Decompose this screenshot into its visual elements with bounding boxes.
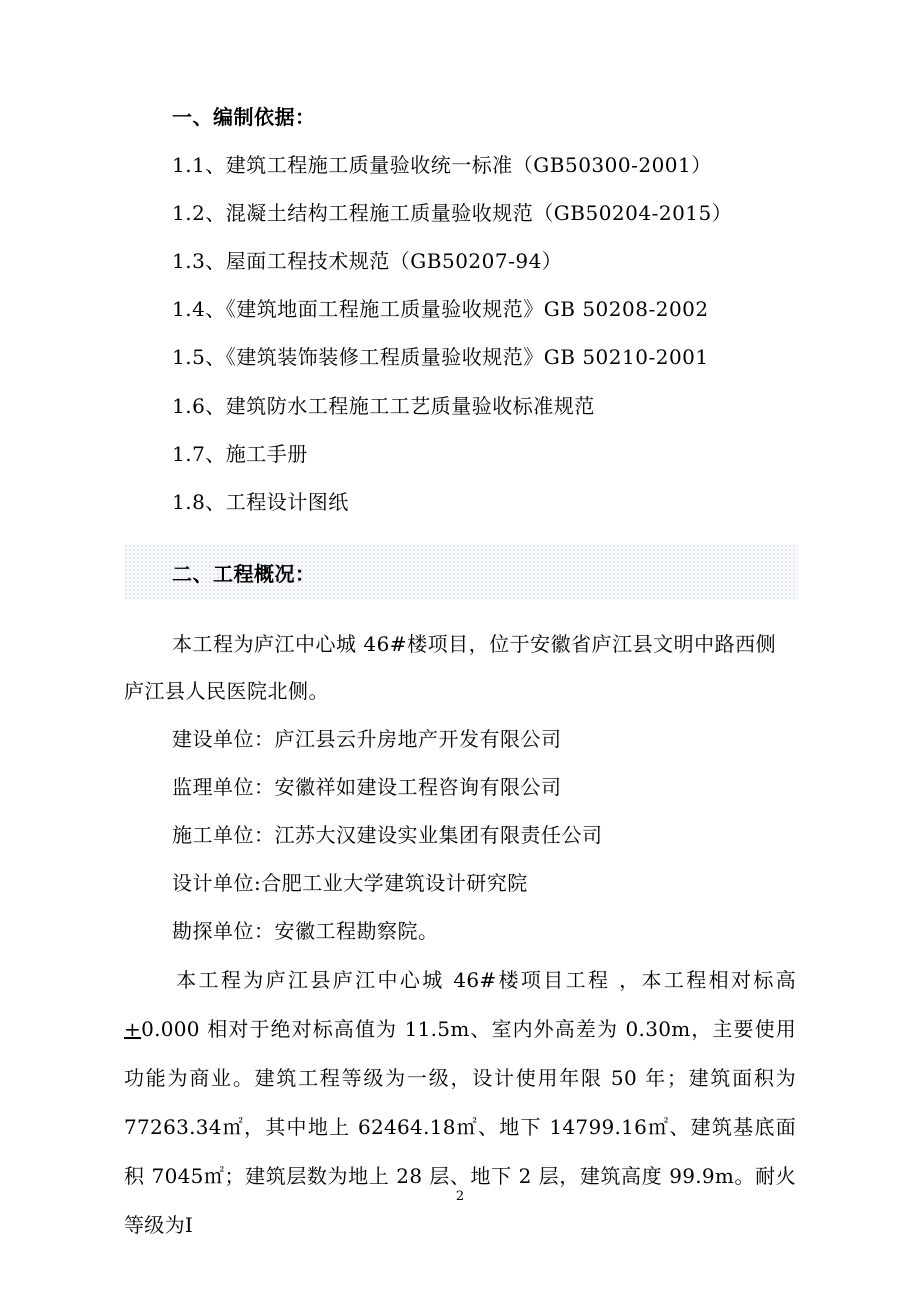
project-detail-paragraph [124, 956, 796, 1250]
reference-item: 1.1、建筑工程施工质量验收统一标准（GB50300-2001） [172, 153, 712, 177]
intro-line-2: 庐江县人民医院北侧。 [124, 679, 329, 703]
plus-minus-sign: + [124, 1017, 142, 1041]
unit-construction: 建设单位：庐江县云升房地产开发有限公司 [172, 727, 562, 751]
reference-item: 1.5、《建筑装饰装修工程质量验收规范》GB 50210-2001 [172, 345, 709, 369]
page-number: 2 [455, 1189, 465, 1204]
detail-rest: 0.000 相对于绝对标高值为 11.5m、室内外高差为 0.30m，主要使用功能为商业。建筑工程等级为一级，设计使用年限 50 年；建筑面积为 77263.34㎡，其中地上 62464.18㎡、地下 14799.16㎡、建筑基底面积 7045㎡；建筑层数为地上 28 层、地下 2 层，建筑高度 99.9m。耐火等级为Ⅰ [124, 1017, 796, 1237]
reference-item: 1.8、工程设计图纸 [172, 490, 349, 514]
reference-item: 1.4、《建筑地面工程施工质量验收规范》GB 50208-2002 [172, 297, 709, 321]
section2-heading: 二、工程概况： [172, 562, 316, 586]
unit-survey: 勘探单位：安徽工程勘察院。 [172, 919, 439, 943]
detail-start: 本工程为庐江县庐江中心城 46#楼项目工程 ，本工程相对标高 [174, 968, 796, 992]
unit-contractor: 施工单位：江苏大汉建设实业集团有限责任公司 [172, 823, 603, 847]
reference-item: 1.6、建筑防水工程施工工艺质量验收标准规范 [172, 394, 595, 418]
reference-item: 1.2、混凝土结构工程施工质量验收规范（GB50204-2015） [172, 201, 733, 225]
unit-design: 设计单位:合肥工业大学建筑设计研究院 [172, 871, 528, 895]
unit-supervision: 监理单位：安徽祥如建设工程咨询有限公司 [172, 775, 562, 799]
intro-line-1: 本工程为庐江中心城 46#楼项目，位于安徽省庐江县文明中路西侧 [172, 632, 777, 656]
reference-item: 1.7、施工手册 [172, 442, 308, 466]
section1-heading: 一、编制依据： [172, 105, 316, 129]
reference-item: 1.3、屋面工程技术规范（GB50207-94） [172, 249, 563, 273]
